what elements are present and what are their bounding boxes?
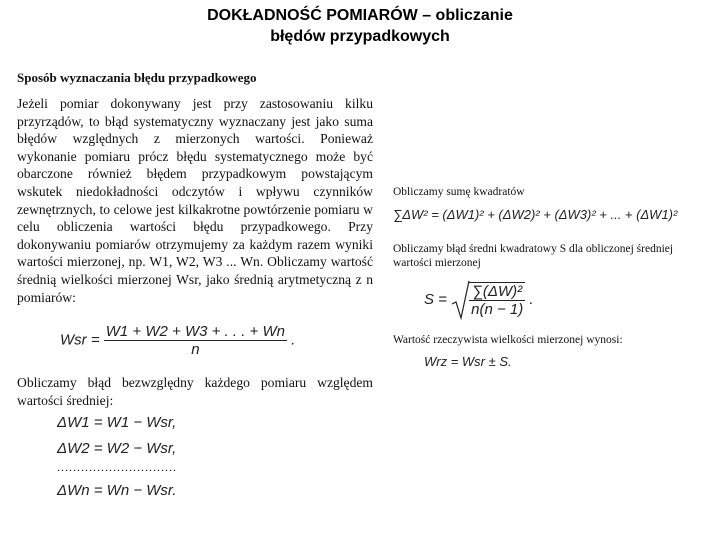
section-heading: Sposób wyznaczania błędu przypadkowego [17,70,257,85]
sum-of-squares-text: Obliczamy sumę kwadratów [393,186,525,198]
rms-denominator: n(n − 1) [471,301,524,318]
true-value-formula: Wrz = Wsr ± S. [424,354,512,369]
mean-formula [60,323,295,358]
rms-formula [424,280,534,320]
slide-title-line-2: błędów przypadkowych [270,28,450,45]
true-value-text: Wartość rzeczywista wielkości mierzonej wynosi: [393,334,623,346]
equation-delta-w1: ΔW1 = W1 − Wsr, [57,414,177,431]
mean-formula-fraction [104,323,287,358]
rms-formula-lhs: S = [424,290,447,308]
square-root [451,280,525,320]
mean-formula-denominator: n [104,340,287,358]
rms-numerator: ∑(ΔW)² [472,283,523,300]
mean-formula-numerator: W1 + W2 + W3 + . . . + Wn [105,323,285,340]
rms-fraction [469,282,525,318]
sum-of-squares-formula: ∑ΔW² = (ΔW1)² + (ΔW2)² + (ΔW3)² + ... + (ΔW1)² [393,207,678,222]
equation-delta-wn: ΔWn = Wn − Wsr. [57,482,177,499]
absolute-error-text: Obliczamy błąd bezwzględny każdego pomiaru względem wartości średniej: [17,375,373,408]
radical-sign [451,280,471,320]
equation-delta-w2: ΔW2 = W2 − Wsr, [57,440,177,457]
rms-formula-end: . [529,290,534,308]
slide-title-line-1: DOKŁADNOŚĆ POMIARÓW – obliczanie [207,7,513,24]
equation-ellipsis: .............................. [57,460,177,474]
method-paragraph: Jeżeli pomiar dokonywany jest przy zastosowaniu kilku przyrządów, to błąd systematyczny wyznaczany jest jako suma błędów względnych z mierzonych wartości. Ponieważ wykonanie pomiaru prócz błędu systematycznego może być obarczone również błędem przypadkowym powstającym wskutek niedokładności odczytów i wpływu czynników zewnętrznych, to celowe jest kilkakrotne powtórzenie pomiaru w celu obliczenia wartości błędu przypadkowego. Przy dokonywaniu pomiarów otrzymujemy za każdym razem wyniki wartości mierzonej, np. W1, W2, W3 ... Wn. Obliczamy wartość średnią wielkości mierzonej Wsr, jako średnią arytmetyczną z n pomiarów: [17,96,373,305]
mean-formula-end: . [291,331,296,349]
rms-error-text: Obliczamy błąd średni kwadratowy S dla obliczonej średniej wartości mierzonej [393,243,674,269]
mean-formula-lhs: Wsr = [60,331,100,349]
